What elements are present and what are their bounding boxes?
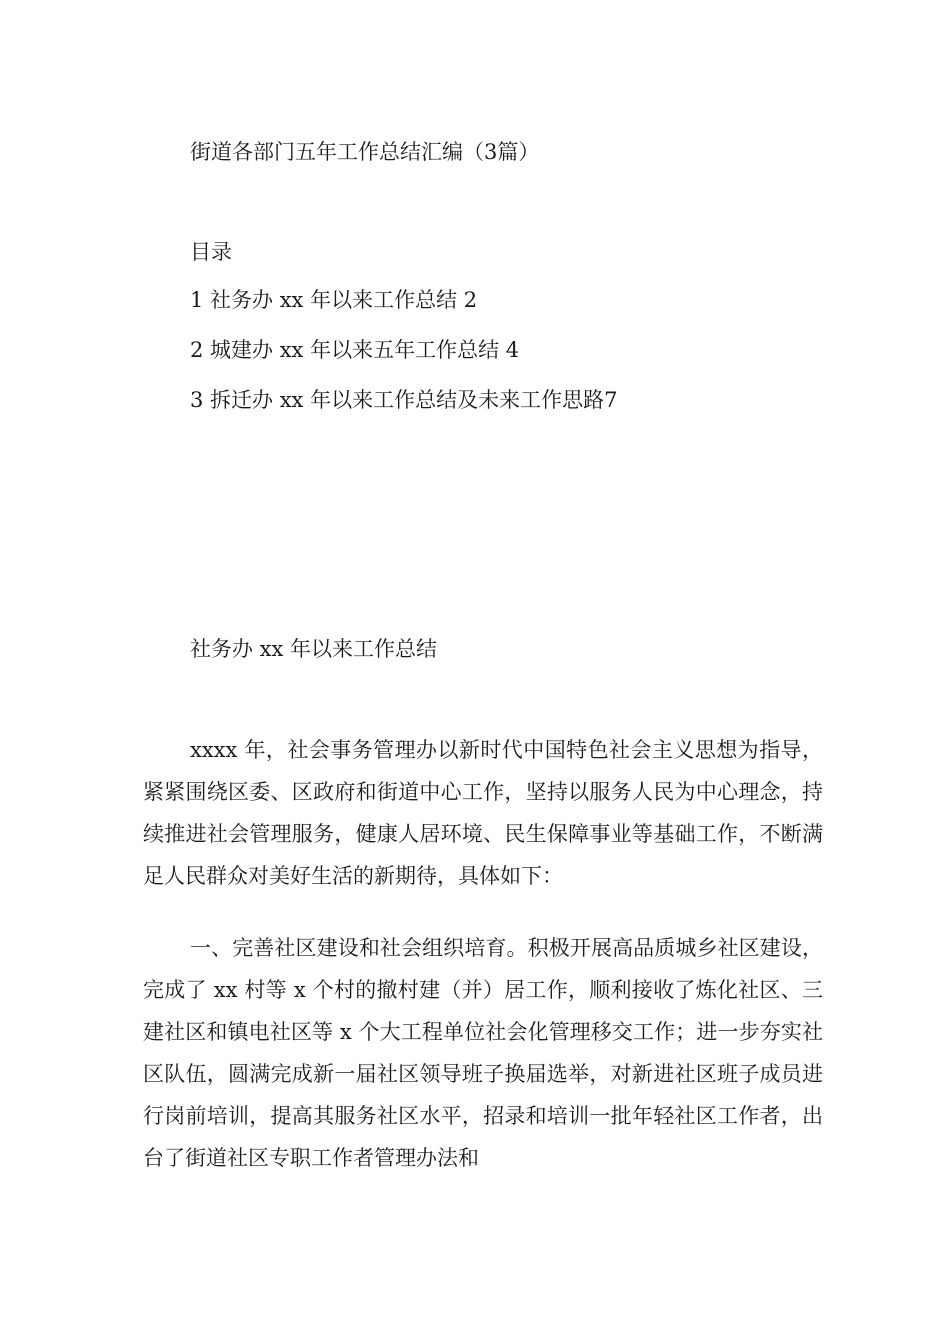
toc-item: 3 拆迁办 xx 年以来工作总结及未来工作思路7 [190, 388, 618, 412]
toc-item: 2 城建办 xx 年以来五年工作总结 4 [190, 338, 520, 362]
toc-heading: 目录 [190, 240, 232, 264]
toc-item: 1 社务办 xx 年以来工作总结 2 [190, 288, 478, 312]
document-title: 街道各部门五年工作总结汇编（3篇） [190, 140, 540, 164]
section-title: 社务办 xx 年以来工作总结 [190, 637, 438, 661]
body-paragraph: xxxx 年，社会事务管理办以新时代中国特色社会主义思想为指导，紧紧围绕区委、区政府和街道中心工作，坚持以服务人民为中心理念，持续推进社会管理服务，健康人居环境、民生保障事业等基础工作，不断满足人民群众对美好生活的新期待，具体如下： [143, 738, 823, 888]
body-paragraph: 一、完善社区建设和社会组织培育。积极开展高品质城乡社区建设，完成了 xx 村等 x 个村的撤村建（并）居工作，顺利接收了炼化社区、三建社区和镇电社区等 x 个大工程单位社会化管理移交工作；进一步夯实社区队伍，圆满完成新一届社区领导班子换届选举，对新进社区班子成员进行岗前培训，提高其服务社区水平，招录和培训一批年轻社区工作者，出台了街道社区专职工作者管理办法和 [143, 936, 823, 1170]
